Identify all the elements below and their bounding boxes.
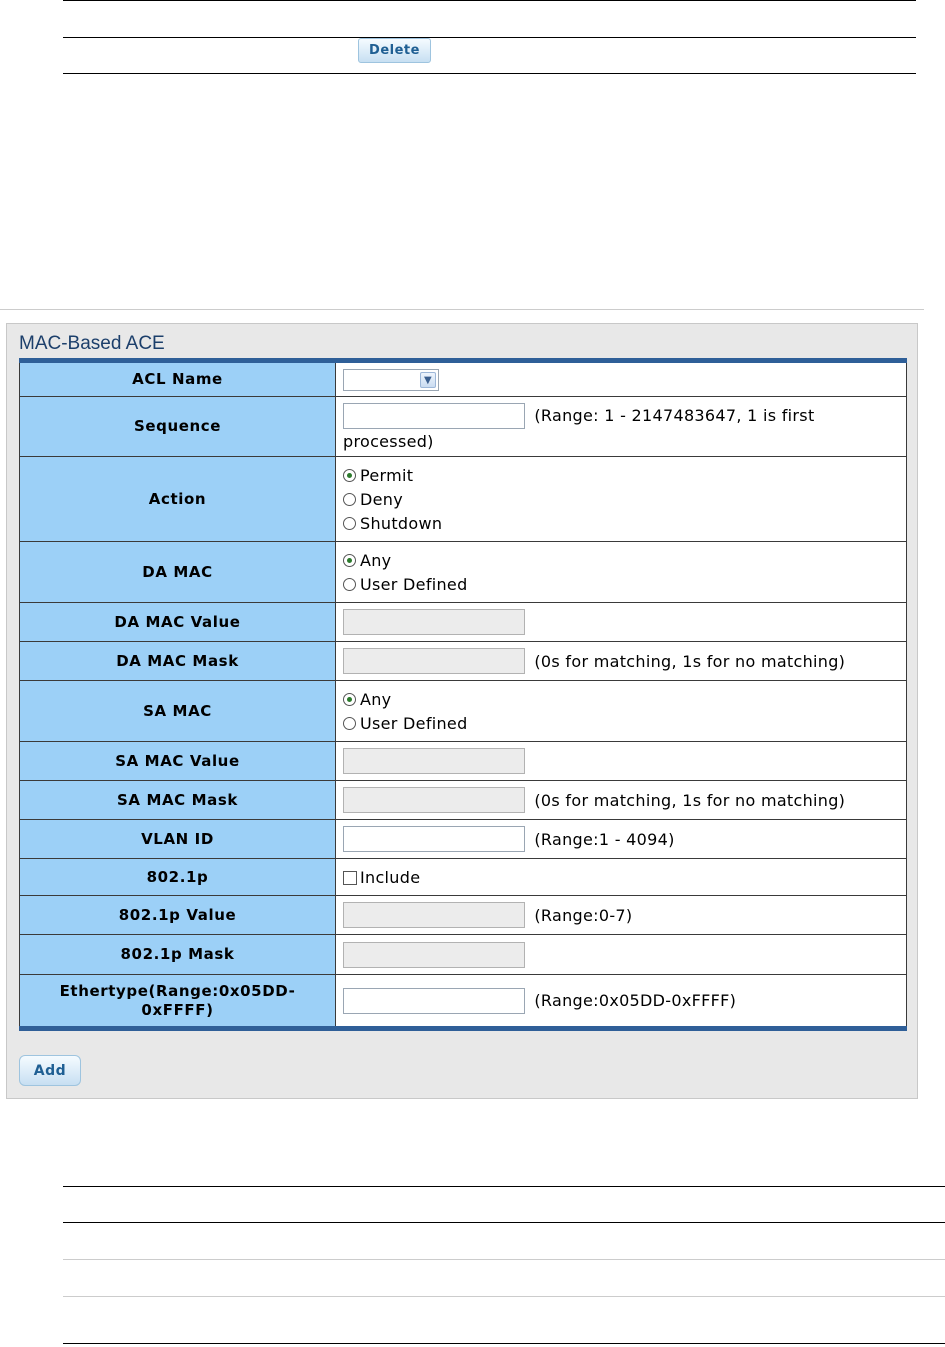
8021p-value-hint: (Range:0-7)	[534, 905, 633, 925]
ethertype-label: Ethertype(Range:0x05DD-0xFFFF)	[20, 975, 336, 1029]
vlan-id-input[interactable]	[343, 826, 525, 852]
da-mac-mask-cell	[336, 642, 907, 681]
action-deny-radio[interactable]	[343, 493, 356, 506]
8021p-cell	[336, 859, 907, 896]
sa-mac-value-cell	[336, 742, 907, 781]
8021p-include-label: Include	[360, 868, 421, 887]
delete-button[interactable]: Delete	[358, 38, 431, 63]
da-mac-mask-hint: (0s for matching, 1s for no matching)	[534, 651, 846, 671]
row-8021p-value	[20, 896, 907, 935]
row-da-mac-value	[20, 603, 907, 642]
vlan-id-label: VLAN ID	[20, 820, 336, 859]
row-8021p-mask	[20, 935, 907, 975]
mac-based-ace-panel	[6, 323, 918, 1099]
sa-mac-user-defined-label: User Defined	[360, 713, 468, 733]
sa-mac-mask-cell	[336, 781, 907, 820]
action-cell	[336, 457, 907, 542]
sa-mac-any-label: Any	[360, 689, 392, 709]
row-sa-mac-mask	[20, 781, 907, 820]
8021p-include-checkbox[interactable]	[343, 871, 357, 885]
8021p-value-label: 802.1p Value	[20, 896, 336, 935]
8021p-label: 802.1p	[20, 859, 336, 896]
da-mac-value-input[interactable]	[343, 609, 525, 635]
ace-form-table	[19, 358, 907, 1031]
8021p-mask-input[interactable]	[343, 942, 525, 968]
bottom-table-rule-5	[63, 1343, 945, 1344]
sa-mac-mask-input[interactable]	[343, 787, 525, 813]
acl-name-cell	[336, 361, 907, 397]
ethertype-input[interactable]	[343, 988, 525, 1014]
da-mac-mask-label: DA MAC Mask	[20, 642, 336, 681]
row-ethertype	[20, 975, 907, 1029]
row-sa-mac-value	[20, 742, 907, 781]
8021p-mask-cell	[336, 935, 907, 975]
panel-title: MAC-Based ACE	[19, 333, 165, 354]
action-permit-radio[interactable]	[343, 469, 356, 482]
da-mac-label: DA MAC	[20, 542, 336, 603]
sequence-label: Sequence	[20, 397, 336, 457]
da-mac-user-defined-label: User Defined	[360, 574, 468, 594]
sequence-hint: (Range: 1 - 2147483647, 1 is first processed)	[343, 406, 815, 451]
row-action	[20, 457, 907, 542]
bottom-table-rule-4	[63, 1296, 945, 1297]
top-table-rule-2	[63, 37, 916, 38]
add-button[interactable]: Add	[19, 1055, 81, 1086]
row-acl-name	[20, 361, 907, 397]
da-mac-cell	[336, 542, 907, 603]
action-permit-option[interactable]	[343, 463, 906, 487]
sa-mac-user-defined-option[interactable]	[343, 711, 906, 735]
action-deny-option[interactable]	[343, 487, 906, 511]
top-table-rule-1	[63, 0, 916, 1]
bottom-table-rule-1	[63, 1186, 945, 1187]
action-permit-label: Permit	[360, 465, 414, 485]
da-mac-user-defined-radio[interactable]	[343, 578, 356, 591]
row-da-mac-mask	[20, 642, 907, 681]
sa-mac-user-defined-radio[interactable]	[343, 717, 356, 730]
row-vlan-id	[20, 820, 907, 859]
sa-mac-any-radio[interactable]	[343, 693, 356, 706]
top-table-rule-3	[63, 73, 916, 74]
acl-name-label: ACL Name	[20, 361, 336, 397]
8021p-value-input[interactable]	[343, 902, 525, 928]
bottom-table-rule-2	[63, 1222, 945, 1223]
bottom-table-rule-3	[63, 1259, 945, 1260]
sa-mac-value-input[interactable]	[343, 748, 525, 774]
row-sequence	[20, 397, 907, 457]
action-shutdown-radio[interactable]	[343, 517, 356, 530]
ethertype-cell	[336, 975, 907, 1029]
sa-mac-mask-hint: (0s for matching, 1s for no matching)	[534, 790, 846, 810]
row-sa-mac	[20, 681, 907, 742]
sa-mac-label: SA MAC	[20, 681, 336, 742]
8021p-value-cell	[336, 896, 907, 935]
vlan-id-cell	[336, 820, 907, 859]
8021p-mask-label: 802.1p Mask	[20, 935, 336, 975]
sa-mac-value-label: SA MAC Value	[20, 742, 336, 781]
da-mac-mask-input[interactable]	[343, 648, 525, 674]
action-deny-label: Deny	[360, 489, 403, 509]
acl-name-select[interactable]	[343, 369, 439, 391]
da-mac-any-option[interactable]	[343, 548, 906, 572]
da-mac-value-cell	[336, 603, 907, 642]
ethertype-hint: (Range:0x05DD-0xFFFF)	[534, 991, 737, 1010]
row-8021p	[20, 859, 907, 896]
vlan-id-hint: (Range:1 - 4094)	[534, 829, 675, 849]
sequence-cell	[336, 397, 907, 457]
sa-mac-any-option[interactable]	[343, 687, 906, 711]
sa-mac-cell	[336, 681, 907, 742]
action-label: Action	[20, 457, 336, 542]
chevron-down-icon: ▼	[420, 372, 436, 388]
action-shutdown-option[interactable]	[343, 511, 906, 535]
row-da-mac	[20, 542, 907, 603]
da-mac-any-label: Any	[360, 550, 392, 570]
da-mac-any-radio[interactable]	[343, 554, 356, 567]
sequence-input[interactable]	[343, 403, 525, 429]
action-shutdown-label: Shutdown	[360, 513, 443, 533]
section-divider	[0, 309, 924, 310]
da-mac-value-label: DA MAC Value	[20, 603, 336, 642]
da-mac-user-defined-option[interactable]	[343, 572, 906, 596]
sa-mac-mask-label: SA MAC Mask	[20, 781, 336, 820]
